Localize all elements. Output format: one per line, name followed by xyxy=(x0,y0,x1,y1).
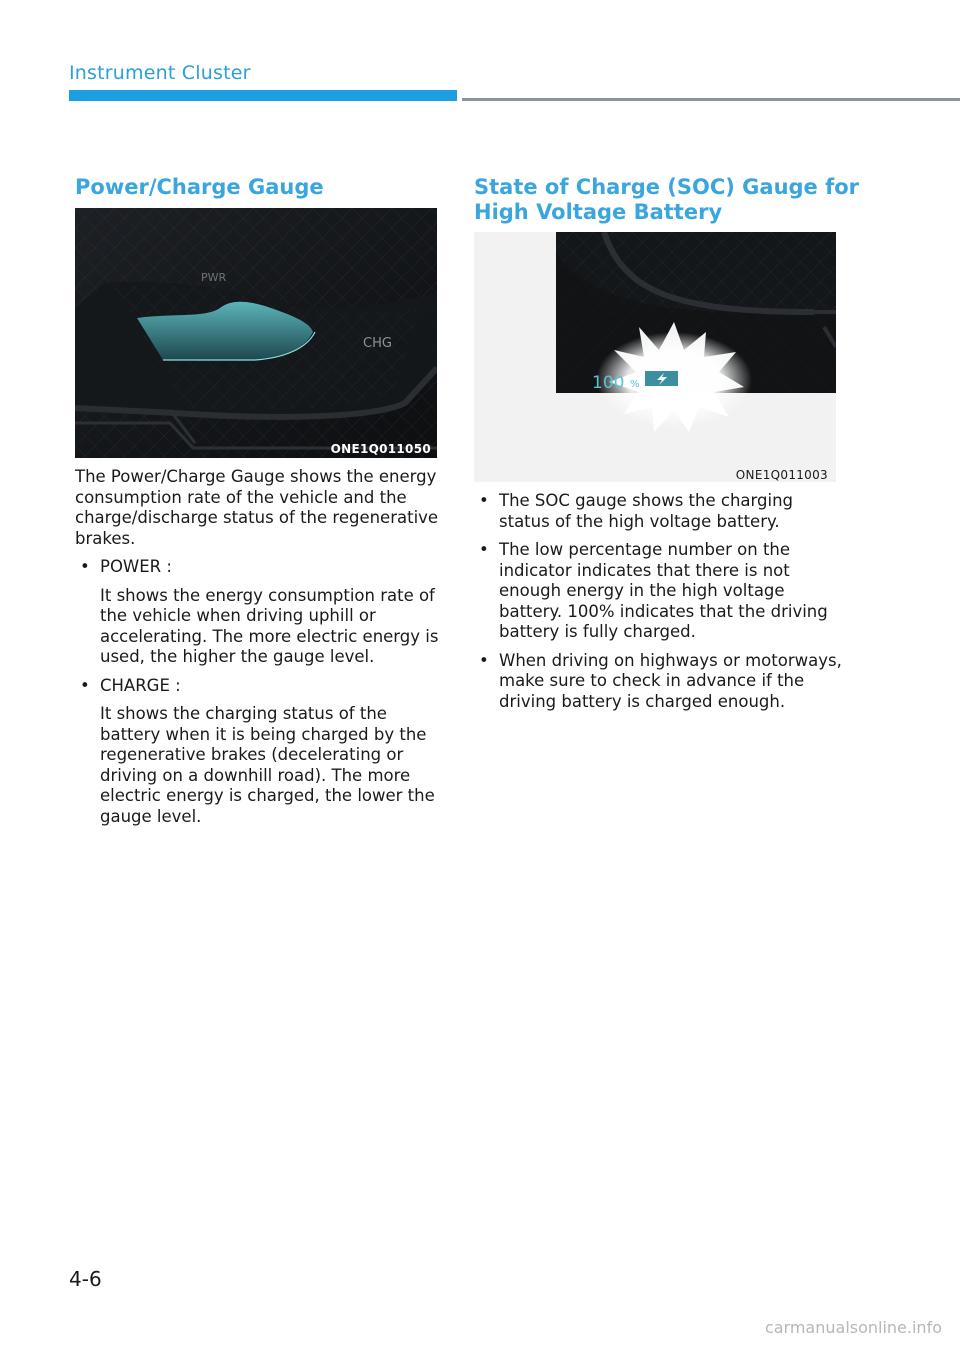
list-item xyxy=(474,540,844,643)
header-bar-divider xyxy=(462,98,960,101)
bullet-icon: • xyxy=(80,675,90,695)
power-charge-title: Power/Charge Gauge xyxy=(75,175,324,199)
bullet-icon: • xyxy=(479,650,489,670)
bullet-icon: • xyxy=(479,491,489,510)
soc-unit: % xyxy=(630,379,640,390)
soc-title-line2: High Voltage Battery xyxy=(474,200,723,224)
figure-code-right: ONE1Q011003 xyxy=(735,468,828,482)
power-charge-gauge-figure xyxy=(75,208,437,458)
header-bar-accent xyxy=(69,90,457,101)
power-description: It shows the energy consumption rate of the vehicle when driving uphill or accelerating. The more electric energy is used, the higher the gauge level. xyxy=(100,585,439,666)
chg-label: CHG xyxy=(363,336,392,351)
soc-gauge-image xyxy=(474,232,836,482)
pwr-label: PWR xyxy=(201,271,227,284)
soc-gauge-title xyxy=(474,175,874,225)
list-item xyxy=(474,491,844,532)
soc-title-line1: State of Charge (SOC) Gauge for xyxy=(474,175,860,199)
power-label: POWER : xyxy=(100,557,172,576)
soc-bullet-1: The SOC gauge shows the charging status of the high voltage battery. xyxy=(499,491,794,531)
watermark-text: carmanualsonline.info xyxy=(764,1318,942,1337)
soc-gauge-figure xyxy=(474,232,836,482)
soc-bullet-2: The low percentage number on the indicator indicates that there is not enough energy in the high voltage battery. 100% indicates that the driving battery is fully charged. xyxy=(499,540,828,641)
soc-description xyxy=(474,491,844,712)
page-number: 4-6 xyxy=(69,1267,102,1291)
list-item xyxy=(474,651,844,713)
figure-code-left: ONE1Q011050 xyxy=(330,442,431,456)
soc-bullet-3: When driving on highways or motorways, make sure to check in advance if the driving battery is charged enough. xyxy=(499,650,842,711)
charge-description: It shows the charging status of the battery when it is being charged by the regenerative brakes (decelerating or driving on a downhill road). The more electric energy is charged, the lower the gauge level. xyxy=(100,704,435,826)
list-item xyxy=(75,676,445,697)
bullet-icon: • xyxy=(479,540,489,559)
charge-label: CHARGE : xyxy=(100,675,181,695)
bullet-icon: • xyxy=(80,557,90,576)
soc-value: 100 xyxy=(592,373,625,393)
section-header: Instrument Cluster xyxy=(69,62,251,84)
list-item xyxy=(75,557,445,578)
power-charge-description xyxy=(75,467,445,827)
power-charge-gauge-image xyxy=(75,208,437,458)
power-charge-intro: The Power/Charge Gauge shows the energy consumption rate of the vehicle and the charge/discharge status of the regenerative brakes. xyxy=(75,467,439,548)
